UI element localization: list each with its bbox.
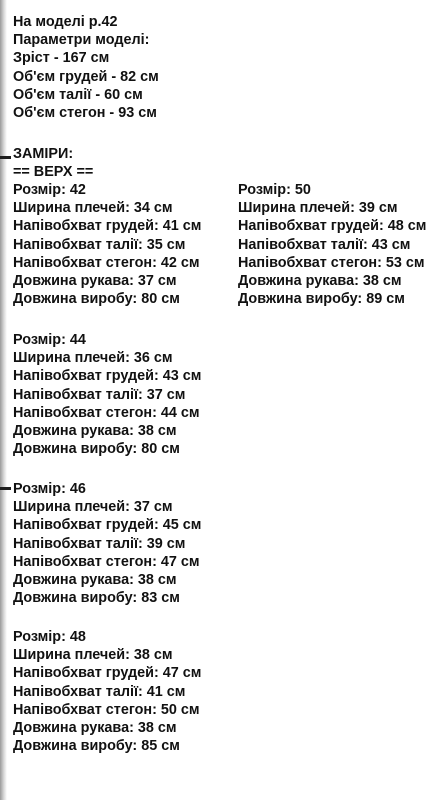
size-block-46: [13, 480, 201, 607]
bust-half-girth: Напівобхват грудей: 48 см: [238, 218, 427, 235]
size-label: Розмір: 44: [13, 332, 86, 348]
shoulder-width: Ширина плечей: 34 см: [13, 200, 173, 217]
garment-length: Довжина виробу: 80 см: [13, 441, 180, 458]
measurements-header: [13, 145, 93, 181]
sleeve-length: Довжина рукава: 38 см: [238, 272, 402, 289]
edge-tick-mark: [0, 156, 11, 159]
bust-half-girth: Напівобхват грудей: 41 см: [13, 218, 202, 235]
model-title: На моделі р.42: [13, 14, 118, 30]
model-hips: Об'єм стегон - 93 см: [13, 104, 157, 121]
waist-half-girth: Напівобхват талії: 39 см: [13, 535, 186, 552]
garment-length: Довжина виробу: 80 см: [13, 291, 180, 308]
hips-half-girth: Напівобхват стегон: 47 см: [13, 553, 200, 570]
size-label: Розмір: 46: [13, 481, 86, 497]
page-edge-shadow: [0, 0, 7, 800]
waist-half-girth: Напівобхват талії: 41 см: [13, 683, 186, 700]
bust-half-girth: Напівобхват грудей: 47 см: [13, 665, 202, 682]
model-bust: Об'єм грудей - 82 см: [13, 68, 159, 85]
model-info-block: [13, 13, 159, 122]
bust-half-girth: Напівобхват грудей: 45 см: [13, 517, 202, 534]
sleeve-length: Довжина рукава: 38 см: [13, 719, 177, 736]
model-waist: Об'єм талії - 60 см: [13, 86, 143, 103]
measurements-title: ЗАМІРИ:: [13, 146, 74, 162]
garment-length: Довжина виробу: 85 см: [13, 738, 180, 755]
shoulder-width: Ширина плечей: 39 см: [238, 200, 398, 217]
size-label: Розмір: 48: [13, 629, 86, 645]
waist-half-girth: Напівобхват талії: 43 см: [238, 236, 411, 253]
sleeve-length: Довжина рукава: 38 см: [13, 571, 177, 588]
sleeve-length: Довжина рукава: 37 см: [13, 272, 177, 289]
garment-length: Довжина виробу: 83 см: [13, 590, 180, 607]
sleeve-length: Довжина рукава: 38 см: [13, 422, 177, 439]
size-label: Розмір: 50: [238, 182, 311, 198]
shoulder-width: Ширина плечей: 37 см: [13, 499, 173, 516]
waist-half-girth: Напівобхват талії: 35 см: [13, 236, 186, 253]
size-block-42: [13, 181, 201, 308]
garment-length: Довжина виробу: 89 см: [238, 291, 405, 308]
section-label: == ВЕРХ ==: [13, 164, 94, 181]
edge-tick-mark: [0, 487, 11, 490]
hips-half-girth: Напівобхват стегон: 42 см: [13, 254, 200, 271]
size-label: Розмір: 42: [13, 182, 86, 198]
shoulder-width: Ширина плечей: 38 см: [13, 647, 173, 664]
shoulder-width: Ширина плечей: 36 см: [13, 350, 173, 367]
hips-half-girth: Напівобхват стегон: 44 см: [13, 404, 200, 421]
model-height: Зріст - 167 см: [13, 50, 110, 67]
waist-half-girth: Напівобхват талії: 37 см: [13, 386, 186, 403]
hips-half-girth: Напівобхват стегон: 53 см: [238, 254, 425, 271]
size-block-50: [238, 181, 443, 308]
size-block-48: [13, 628, 201, 755]
hips-half-girth: Напівобхват стегон: 50 см: [13, 701, 200, 718]
size-block-44: [13, 331, 201, 458]
bust-half-girth: Напівобхват грудей: 43 см: [13, 368, 202, 385]
model-params-title: Параметри моделі:: [13, 32, 150, 49]
